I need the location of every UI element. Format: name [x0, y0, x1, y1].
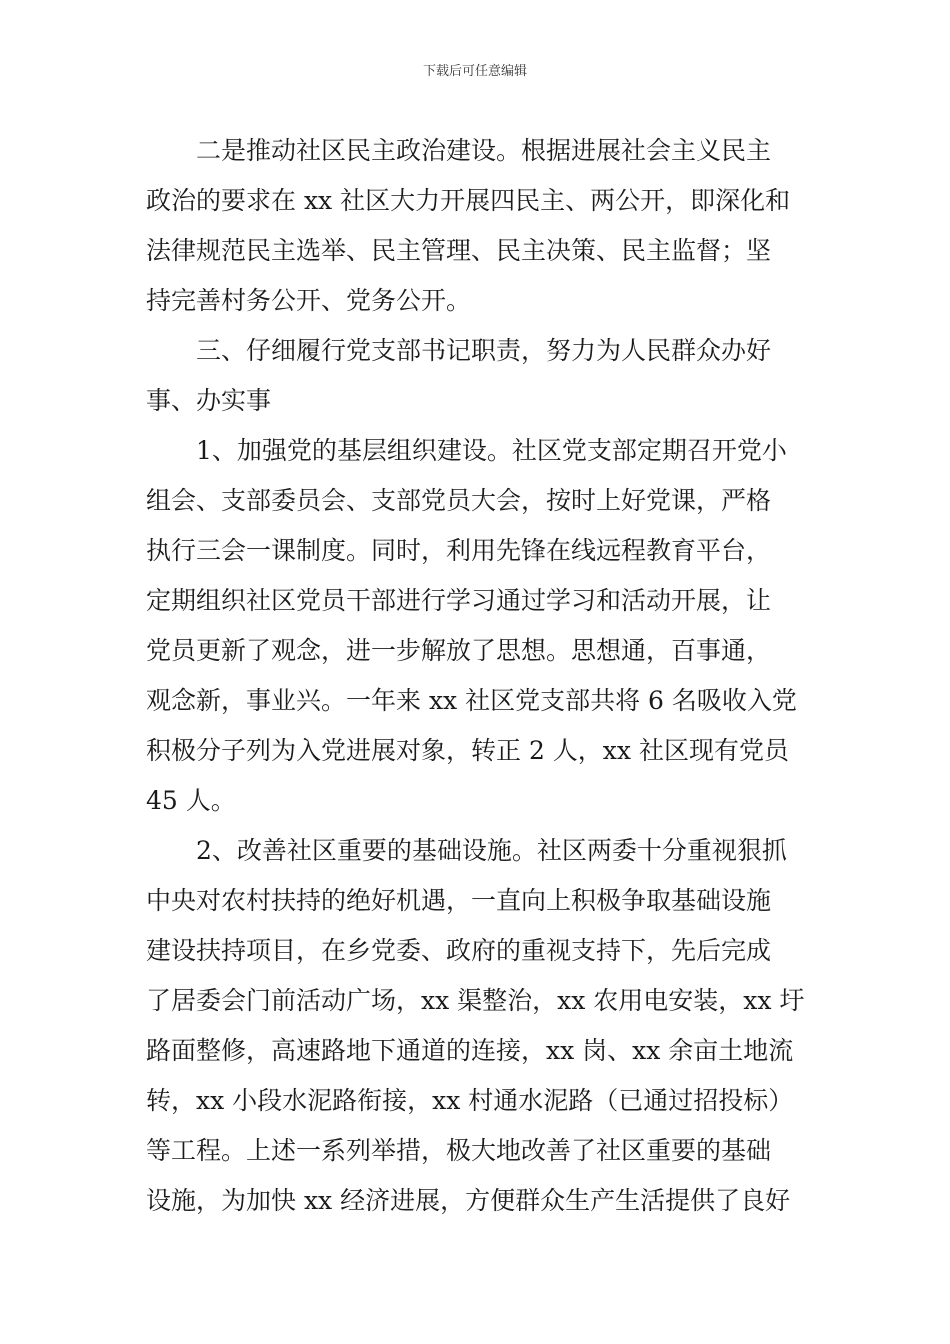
text-line: 设施，为加快 xx 经济进展，方便群众生产生活提供了良好: [146, 1186, 791, 1215]
text-line: 持完善村务公开、党务公开。: [146, 286, 472, 315]
text-line: 等工程。上述一系列举措，极大地改善了社区重要的基础: [146, 1136, 772, 1165]
text-line: 三、仔细履行党支部书记职责，努力为人民群众办好: [196, 336, 772, 365]
page-header-note: 下载后可任意编辑: [422, 64, 527, 79]
document-body: [146, 126, 808, 1226]
text-line: 政治的要求在 xx 社区大力开展四民主、两公开，即深化和: [146, 186, 791, 215]
text-line: 党员更新了观念，进一步解放了思想。思想通，百事通，: [146, 636, 772, 665]
text-line: 观念新，事业兴。一年来 xx 社区党支部共将 6 名吸收入党: [146, 686, 797, 715]
text-line: 组会、支部委员会、支部党员大会，按时上好党课，严格: [146, 486, 772, 515]
paragraph-infrastructure: [146, 826, 808, 1226]
paragraph-section-three-heading: [146, 326, 808, 426]
text-line: 事、办实事: [146, 386, 272, 415]
text-line: 中央对农村扶持的绝好机遇，一直向上积极争取基础设施: [146, 886, 772, 915]
text-line: 建设扶持项目，在乡党委、政府的重视支持下，先后完成: [146, 936, 772, 965]
text-line: 转，xx 小段水泥路衔接，xx 村通水泥路（已通过招投标）: [146, 1086, 794, 1115]
text-line: 二是推动社区民主政治建设。根据进展社会主义民主: [196, 136, 772, 165]
text-line: 了居委会门前活动广场，xx 渠整治，xx 农用电安装，xx 圩: [146, 986, 805, 1015]
text-line: 45 人。: [146, 786, 236, 815]
text-line: 路面整修，高速路地下通道的连接，xx 岗、xx 余亩土地流: [146, 1036, 794, 1065]
paragraph-party-organization: [146, 426, 808, 826]
paragraph-democracy: [146, 126, 808, 326]
text-line: 1、加强党的基层组织建设。社区党支部定期召开党小: [196, 436, 787, 465]
text-line: 定期组织社区党员干部进行学习通过学习和活动开展，让: [146, 586, 772, 615]
text-line: 积极分子列为入党进展对象，转正 2 人，xx 社区现有党员: [146, 736, 789, 765]
text-line: 执行三会一课制度。同时，利用先锋在线远程教育平台，: [146, 536, 772, 565]
text-line: 2、改善社区重要的基础设施。社区两委十分重视狠抓: [196, 836, 787, 865]
text-line: 法律规范民主选举、民主管理、民主决策、民主监督；坚: [146, 236, 772, 265]
